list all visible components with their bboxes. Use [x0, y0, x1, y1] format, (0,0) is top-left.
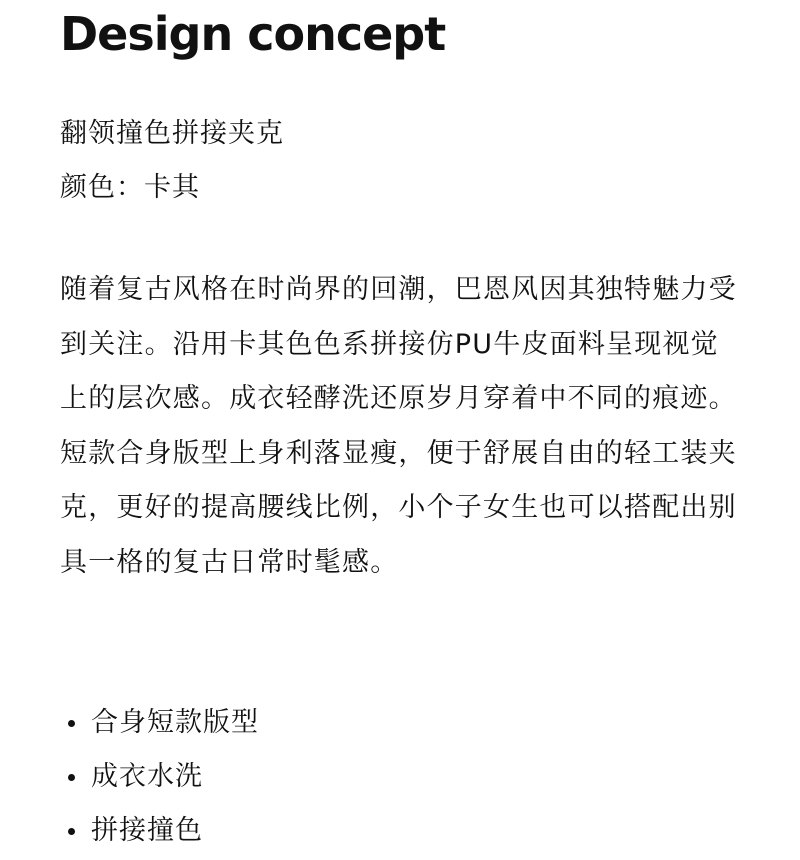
product-name: 翻领撞色拼接夹克 [60, 118, 284, 149]
section-heading: Design concept [60, 7, 446, 61]
feature-text: 拼接撞色 [91, 815, 203, 846]
product-meta [60, 107, 284, 215]
feature-item [68, 696, 259, 750]
feature-list [68, 696, 259, 858]
bullet-icon [68, 720, 75, 727]
product-description: 随着复古风格在时尚界的回潮，巴恩风因其独特魅力受到关注。沿用卡其色色系拼接仿PU牛皮面料呈现视觉上的层次感。成衣轻酵洗还原岁月穿着中不同的痕迹。短款合身版型上身利落显瘦，便于舒展自由的轻工装夹克，更好的提高腰线比例，小个子女生也可以搭配出别具一格的复古日常时髦感。 [60, 274, 737, 578]
feature-item [68, 804, 259, 858]
bullet-icon [68, 774, 75, 781]
product-color: 颜色：卡其 [60, 172, 200, 203]
feature-text: 合身短款版型 [91, 707, 259, 738]
bullet-icon [68, 828, 75, 835]
feature-text: 成衣水洗 [91, 761, 203, 792]
feature-item [68, 750, 259, 804]
